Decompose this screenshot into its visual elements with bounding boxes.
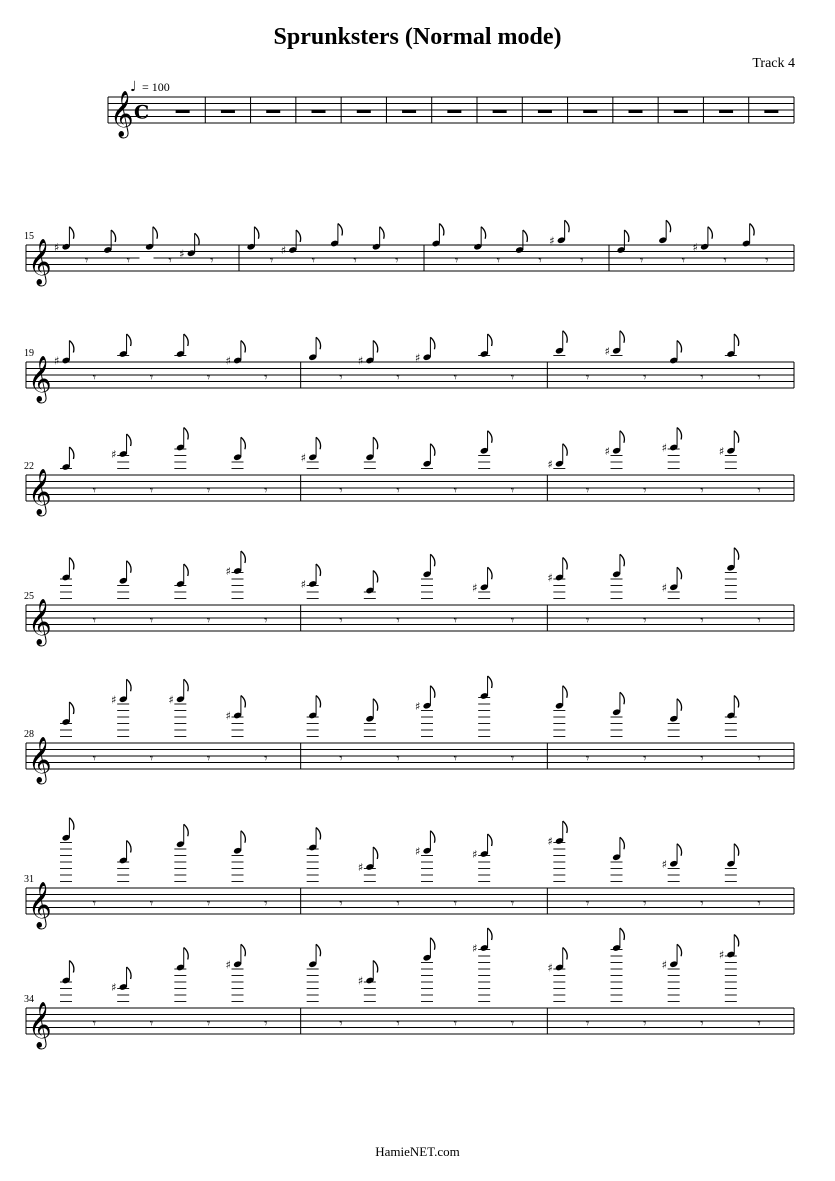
eighth-rest: 𝄾 (700, 613, 704, 629)
note-flag (430, 337, 435, 349)
eighth-rest: 𝄾 (149, 751, 154, 767)
eighth-rest: 𝄾 (264, 613, 268, 629)
note-flag (677, 844, 682, 856)
whole-rest (312, 110, 326, 114)
note-flag (316, 696, 321, 708)
eighth-rest: 𝄾 (757, 613, 761, 629)
eighth-rest: 𝄾 (92, 896, 97, 912)
eighth-rest: 𝄾 (643, 483, 647, 499)
note-flag (184, 564, 189, 576)
whole-rest (538, 110, 552, 114)
eighth-rest: 𝄾 (585, 483, 590, 499)
note-flag (563, 948, 568, 960)
eighth-rest: 𝄾 (538, 253, 542, 269)
note-flag (184, 824, 189, 836)
note-flag (241, 696, 246, 708)
sharp-icon: ♯ (661, 441, 667, 455)
note-flag (734, 844, 739, 856)
note-flag (734, 935, 739, 947)
eighth-rest: 𝄾 (149, 483, 154, 499)
note-flag (241, 831, 246, 843)
note-flag (373, 341, 378, 353)
sharp-icon: ♯ (415, 699, 421, 713)
note-flag (184, 948, 189, 960)
whole-rest (402, 110, 416, 114)
whole-rest (176, 110, 190, 114)
eighth-rest: 𝄾 (396, 613, 400, 629)
note-flag (184, 428, 189, 440)
note-flag (563, 686, 568, 698)
eighth-rest: 𝄾 (92, 613, 97, 629)
sharp-icon: ♯ (225, 354, 231, 368)
whole-rest (764, 110, 778, 114)
eighth-rest: 𝄾 (339, 751, 343, 767)
note-flag (488, 334, 493, 346)
sharp-icon: ♯ (692, 240, 698, 254)
note-flag (624, 230, 629, 242)
treble-clef-icon: 𝄞 (28, 356, 52, 402)
eighth-rest: 𝄾 (206, 896, 211, 912)
eighth-rest: 𝄾 (396, 1016, 400, 1032)
note-flag (488, 834, 493, 846)
sharp-icon: ♯ (300, 578, 306, 591)
footer-credit: HamieNET.com (375, 1144, 460, 1159)
eighth-rest: 𝄾 (643, 896, 647, 912)
quarter-note-icon: ♩ (130, 79, 137, 95)
whole-rest (674, 110, 688, 114)
eighth-rest: 𝄾 (92, 483, 97, 499)
note-flag (69, 961, 74, 973)
note-flag (373, 961, 378, 973)
note-flag (316, 437, 321, 449)
note-flag (127, 679, 132, 691)
note-flag (708, 227, 713, 239)
eighth-rest: 𝄾 (126, 253, 131, 269)
eighth-rest: 𝄾 (700, 483, 704, 499)
staff-system (24, 818, 794, 930)
sharp-icon: ♯ (718, 444, 725, 458)
staff-system (24, 548, 794, 647)
note-flag (69, 558, 74, 570)
sharp-icon: ♯ (225, 709, 231, 723)
eighth-rest: 𝄾 (585, 896, 590, 912)
eighth-rest: 𝄾 (639, 253, 644, 269)
note-flag (316, 337, 321, 349)
eighth-rest: 𝄾 (585, 613, 590, 629)
whole-rest (447, 110, 461, 114)
note-flag (620, 837, 625, 849)
note-flag (127, 841, 132, 853)
sharp-icon: ♯ (472, 581, 478, 595)
whole-rest (221, 110, 235, 114)
eighth-rest: 𝄾 (453, 896, 458, 912)
instrument-name: Track 4 (752, 56, 795, 71)
eighth-rest: 𝄾 (510, 896, 515, 912)
note-flag (563, 821, 568, 833)
eighth-rest: 𝄾 (339, 370, 343, 386)
eighth-rest: 𝄾 (585, 751, 590, 767)
note-flag (734, 334, 739, 346)
note-flag (565, 220, 570, 232)
sharp-icon: ♯ (472, 848, 478, 861)
staff-system (24, 428, 794, 518)
note-flag (316, 564, 321, 576)
eighth-rest: 𝄾 (395, 253, 399, 269)
eighth-rest: 𝄾 (339, 613, 343, 629)
eighth-rest: 𝄾 (681, 253, 686, 269)
eighth-rest: 𝄾 (585, 370, 590, 386)
eighth-rest: 𝄾 (453, 483, 458, 499)
staff-systems (24, 79, 794, 1050)
eighth-rest: 𝄾 (149, 1016, 154, 1032)
sharp-icon: ♯ (661, 857, 667, 871)
eighth-rest: 𝄾 (92, 1016, 97, 1032)
note-flag (241, 944, 246, 956)
eighth-rest: 𝄾 (700, 1016, 704, 1032)
note-flag (69, 227, 74, 239)
eighth-rest: 𝄾 (765, 253, 769, 269)
sharp-icon: ♯ (111, 981, 117, 994)
note-flag (620, 331, 625, 343)
eighth-rest: 𝄾 (453, 1016, 458, 1032)
note-flag (563, 331, 568, 343)
eighth-rest: 𝄾 (206, 370, 211, 386)
staff-system (24, 331, 794, 404)
measure-number: 25 (24, 591, 34, 602)
note-flag (373, 571, 378, 583)
note-flag (430, 831, 435, 843)
treble-clef-icon: 𝄞 (28, 882, 52, 928)
sharp-icon: ♯ (661, 581, 667, 595)
note-flag (563, 444, 568, 456)
eighth-rest: 𝄾 (396, 896, 400, 912)
whole-rest (493, 110, 507, 114)
eighth-rest: 𝄾 (585, 1016, 590, 1032)
eighth-rest: 𝄾 (339, 483, 343, 499)
note-flag (620, 431, 625, 443)
tempo-marking: = 100 (142, 80, 170, 94)
eighth-rest: 𝄾 (700, 896, 704, 912)
eighth-rest: 𝄾 (206, 613, 211, 629)
eighth-rest: 𝄾 (92, 370, 97, 386)
sharp-icon: ♯ (718, 948, 725, 962)
note-flag (127, 967, 132, 979)
sharp-icon: ♯ (661, 958, 667, 972)
note-flag (488, 431, 493, 443)
treble-clef-icon: 𝄞 (28, 239, 52, 285)
note-flag (69, 447, 74, 459)
note-flag (127, 561, 132, 573)
note-flag (488, 676, 493, 688)
sharp-icon: ♯ (280, 244, 287, 257)
sharp-icon: ♯ (604, 344, 610, 358)
eighth-rest: 𝄾 (92, 751, 97, 767)
eighth-rest: 𝄾 (580, 253, 584, 269)
eighth-rest: 𝄾 (496, 253, 501, 269)
note-flag (523, 230, 528, 242)
note-flag (677, 944, 682, 956)
note-flag (488, 567, 493, 579)
eighth-rest: 𝄾 (168, 253, 172, 269)
note-flag (69, 818, 74, 830)
eighth-rest: 𝄾 (396, 483, 400, 499)
eighth-rest: 𝄾 (149, 370, 154, 386)
note-flag (481, 227, 486, 239)
eighth-rest: 𝄾 (264, 483, 268, 499)
eighth-rest: 𝄾 (264, 370, 268, 386)
eighth-rest: 𝄾 (84, 253, 89, 269)
note-flag (195, 233, 200, 245)
eighth-rest: 𝄾 (643, 613, 647, 629)
treble-clef-icon: 𝄞 (28, 599, 52, 645)
note-flag (488, 928, 493, 940)
sharp-icon: ♯ (549, 234, 555, 248)
note-flag (677, 428, 682, 440)
eighth-rest: 𝄾 (510, 370, 515, 386)
note-flag (677, 699, 682, 711)
eighth-rest: 𝄾 (206, 1016, 211, 1032)
eighth-rest: 𝄾 (454, 253, 459, 269)
note-flag (316, 944, 321, 956)
note-flag (254, 227, 259, 239)
note-flag (111, 230, 116, 242)
sharp-icon: ♯ (472, 942, 478, 955)
eighth-rest: 𝄾 (510, 483, 515, 499)
sharp-icon: ♯ (415, 351, 421, 365)
note-flag (373, 847, 378, 859)
note-flag (127, 434, 132, 446)
eighth-rest: 𝄾 (264, 896, 268, 912)
note-flag (373, 437, 378, 449)
measure-number: 15 (24, 231, 34, 242)
sharp-icon: ♯ (300, 451, 306, 465)
note-flag (750, 224, 755, 236)
sharp-icon: ♯ (168, 693, 174, 707)
note-flag (241, 551, 246, 563)
eighth-rest: 𝄾 (757, 751, 761, 767)
eighth-rest: 𝄾 (757, 1016, 761, 1032)
eighth-rest: 𝄾 (396, 370, 400, 386)
staff-system (24, 220, 794, 287)
sharp-icon: ♯ (54, 354, 60, 368)
eighth-rest: 𝄾 (353, 253, 357, 269)
eighth-rest: 𝄾 (453, 613, 458, 629)
eighth-rest: 𝄾 (149, 896, 154, 912)
note-flag (734, 696, 739, 708)
sharp-icon: ♯ (357, 974, 364, 988)
whole-rest (583, 110, 597, 114)
note-flag (184, 679, 189, 691)
whole-rest (719, 110, 733, 114)
sharp-icon: ♯ (179, 247, 185, 261)
eighth-rest: 𝄾 (453, 370, 458, 386)
note-flag (296, 230, 301, 242)
note-flag (734, 431, 739, 443)
eighth-rest: 𝄾 (339, 896, 343, 912)
eighth-rest: 𝄾 (510, 1016, 515, 1032)
measure-number: 28 (24, 729, 34, 740)
treble-clef-icon: 𝄞 (28, 1002, 52, 1048)
note-flag (430, 554, 435, 566)
eighth-rest: 𝄾 (510, 751, 515, 767)
whole-rest (140, 258, 154, 262)
note-flag (153, 227, 158, 239)
note-flag (620, 928, 625, 940)
note-flag (620, 692, 625, 704)
staff-system (24, 928, 794, 1050)
treble-clef-icon: 𝄞 (28, 469, 52, 515)
note-flag (734, 548, 739, 560)
sharp-icon: ♯ (357, 354, 364, 368)
note-flag (69, 341, 74, 353)
staff-system (24, 676, 794, 785)
eighth-rest: 𝄾 (396, 751, 400, 767)
sharp-icon: ♯ (547, 835, 553, 848)
eighth-rest: 𝄾 (757, 370, 761, 386)
eighth-rest: 𝄾 (700, 370, 704, 386)
note-flag (430, 444, 435, 456)
note-flag (380, 227, 385, 239)
measure-number: 34 (24, 994, 34, 1005)
eighth-rest: 𝄾 (757, 483, 761, 499)
sharp-icon: ♯ (225, 565, 231, 578)
eighth-rest: 𝄾 (264, 1016, 268, 1032)
eighth-rest: 𝄾 (700, 751, 704, 767)
note-flag (127, 334, 132, 346)
eighth-rest: 𝄾 (339, 1016, 343, 1032)
time-signature: C (134, 101, 150, 124)
note-flag (184, 334, 189, 346)
measure-number: 19 (24, 348, 34, 359)
note-flag (430, 938, 435, 950)
eighth-rest: 𝄾 (757, 896, 761, 912)
eighth-rest: 𝄾 (643, 370, 647, 386)
note-flag (241, 437, 246, 449)
eighth-rest: 𝄾 (510, 613, 515, 629)
note-flag (677, 341, 682, 353)
eighth-rest: 𝄾 (210, 253, 214, 269)
note-flag (338, 224, 343, 236)
eighth-rest: 𝄾 (643, 751, 647, 767)
sharp-icon: ♯ (547, 961, 553, 975)
note-flag (620, 554, 625, 566)
note-flag (241, 341, 246, 353)
sharp-icon: ♯ (111, 693, 117, 707)
sharp-icon: ♯ (225, 958, 231, 972)
treble-clef-icon: 𝄞 (110, 91, 134, 137)
eighth-rest: 𝄾 (311, 253, 316, 269)
staff-system (108, 79, 794, 139)
score-title: Sprunksters (Normal mode) (273, 24, 562, 50)
measure-number: 31 (24, 874, 34, 885)
note-flag (430, 686, 435, 698)
sharp-icon: ♯ (547, 571, 553, 585)
treble-clef-icon: 𝄞 (28, 737, 52, 783)
eighth-rest: 𝄾 (264, 751, 268, 767)
sharp-icon: ♯ (547, 457, 553, 471)
sharp-icon: ♯ (54, 240, 60, 254)
sharp-icon: ♯ (357, 861, 364, 874)
note-flag (677, 567, 682, 579)
sharp-icon: ♯ (415, 844, 421, 858)
note-flag (316, 828, 321, 840)
note-flag (69, 702, 74, 714)
whole-rest (266, 110, 280, 114)
eighth-rest: 𝄾 (643, 1016, 647, 1032)
measure-number: 22 (24, 461, 34, 472)
note-flag (439, 224, 444, 236)
note-flag (373, 699, 378, 711)
eighth-rest: 𝄾 (206, 483, 211, 499)
eighth-rest: 𝄾 (453, 751, 458, 767)
whole-rest (629, 110, 643, 114)
sharp-icon: ♯ (111, 448, 117, 461)
eighth-rest: 𝄾 (723, 253, 727, 269)
note-flag (563, 558, 568, 570)
note-flag (666, 220, 671, 232)
whole-rest (357, 110, 371, 114)
eighth-rest: 𝄾 (206, 751, 211, 767)
sharp-icon: ♯ (604, 444, 610, 458)
eighth-rest: 𝄾 (269, 253, 274, 269)
eighth-rest: 𝄾 (149, 613, 154, 629)
